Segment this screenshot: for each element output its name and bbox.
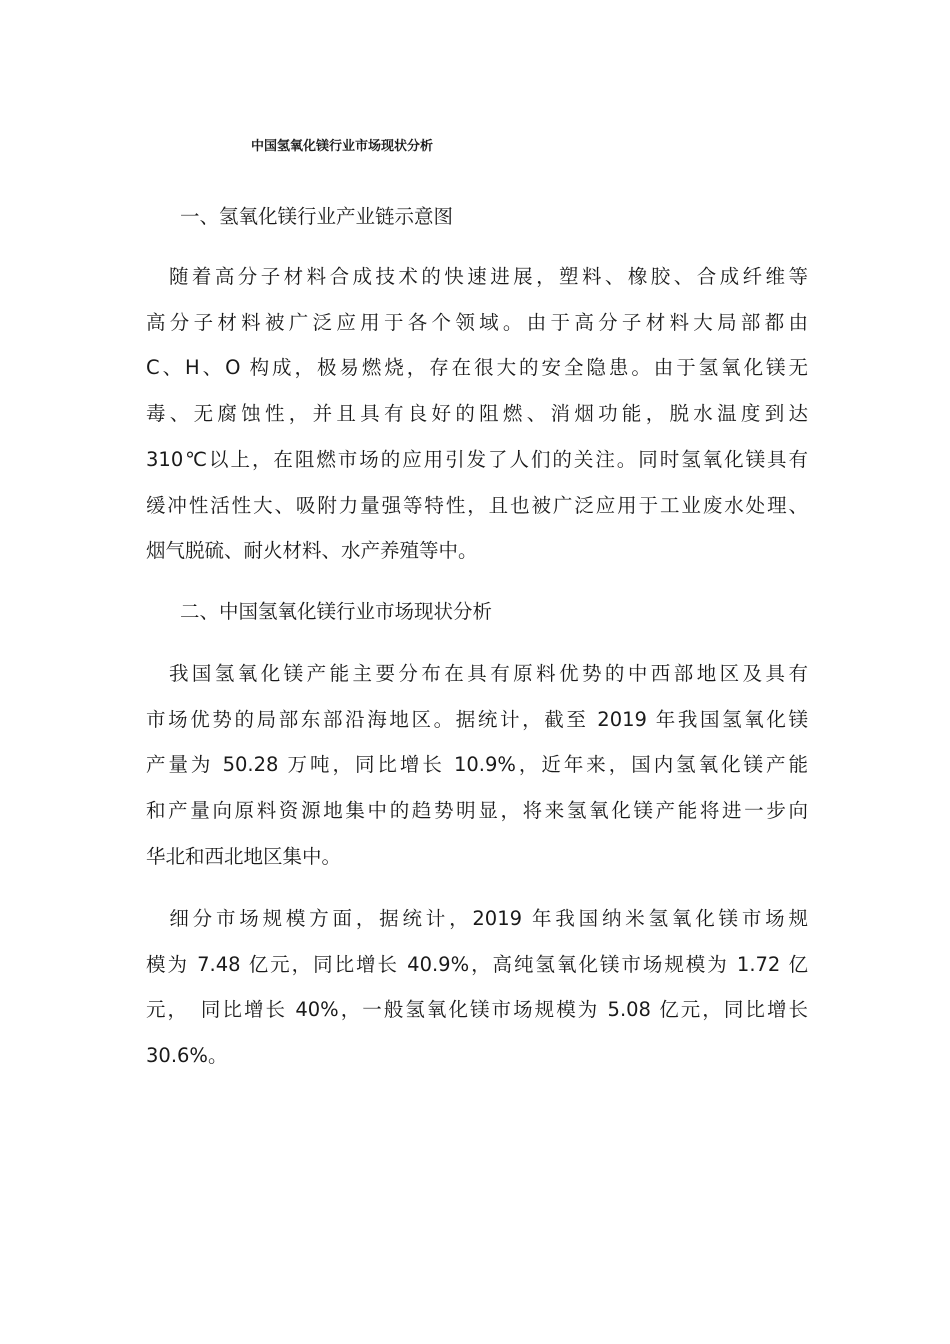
text-line: 30.6%。 [146, 1044, 228, 1068]
text-line: 我国氢氧化镁产能主要分布在具有原料优势的中西部地区及具有 [146, 662, 808, 685]
text-line: C、H、O 构成，极易燃烧，存在很大的安全隐患。由于氢氧化镁无 [146, 356, 808, 380]
text-line: 模为 7.48 亿元，同比增长 40.9%，高纯氢氧化镁市场规模为 1.72 亿 [146, 952, 808, 976]
text-line: 高分子材料被广泛应用于各个领域。由于高分子材料大局部都由 [146, 310, 808, 334]
text-line: 随着高分子材料合成技术的快速进展，塑料、橡胶、合成纤维等 [146, 265, 808, 288]
text-line: 市场优势的局部东部沿海地区。据统计，截至 2019 年我国氢氧化镁 [146, 707, 808, 731]
paragraph-3 [146, 896, 808, 1079]
text-line: 元， 同比增长 40%，一般氢氧化镁市场规模为 5.08 亿元，同比增长 [146, 998, 808, 1022]
text-line: 细分市场规模方面，据统计，2019 年我国纳米氢氧化镁市场规 [146, 907, 808, 930]
section-heading-1: 一、氢氧化镁行业产业链示意图 [180, 205, 454, 228]
text-line: 产量为 50.28 万吨，同比增长 10.9%，近年来，国内氢氧化镁产能 [146, 753, 808, 777]
text-line: 和产量向原料资源地集中的趋势明显，将来氢氧化镁产能将进一步向 [146, 799, 808, 823]
paragraph-2 [146, 651, 808, 880]
text-line: 310℃以上，在阻燃市场的应用引发了人们的关注。同时氢氧化镁具有 [146, 447, 808, 471]
document-title: 中国氢氧化镁行业市场现状分析 [251, 139, 434, 154]
paragraph-1 [146, 254, 808, 574]
text-line: 毒、无腐蚀性，并且具有良好的阻燃、消烟功能，脱水温度到达 [146, 402, 808, 426]
section-heading-2: 二、中国氢氧化镁行业市场现状分析 [180, 600, 493, 623]
text-line: 华北和西北地区集中。 [146, 844, 342, 868]
text-line: 缓冲性活性大、吸附力量强等特性，且也被广泛应用于工业废水处理、 [146, 493, 808, 517]
text-line: 烟气脱硫、耐火材料、水产养殖等中。 [146, 539, 478, 563]
